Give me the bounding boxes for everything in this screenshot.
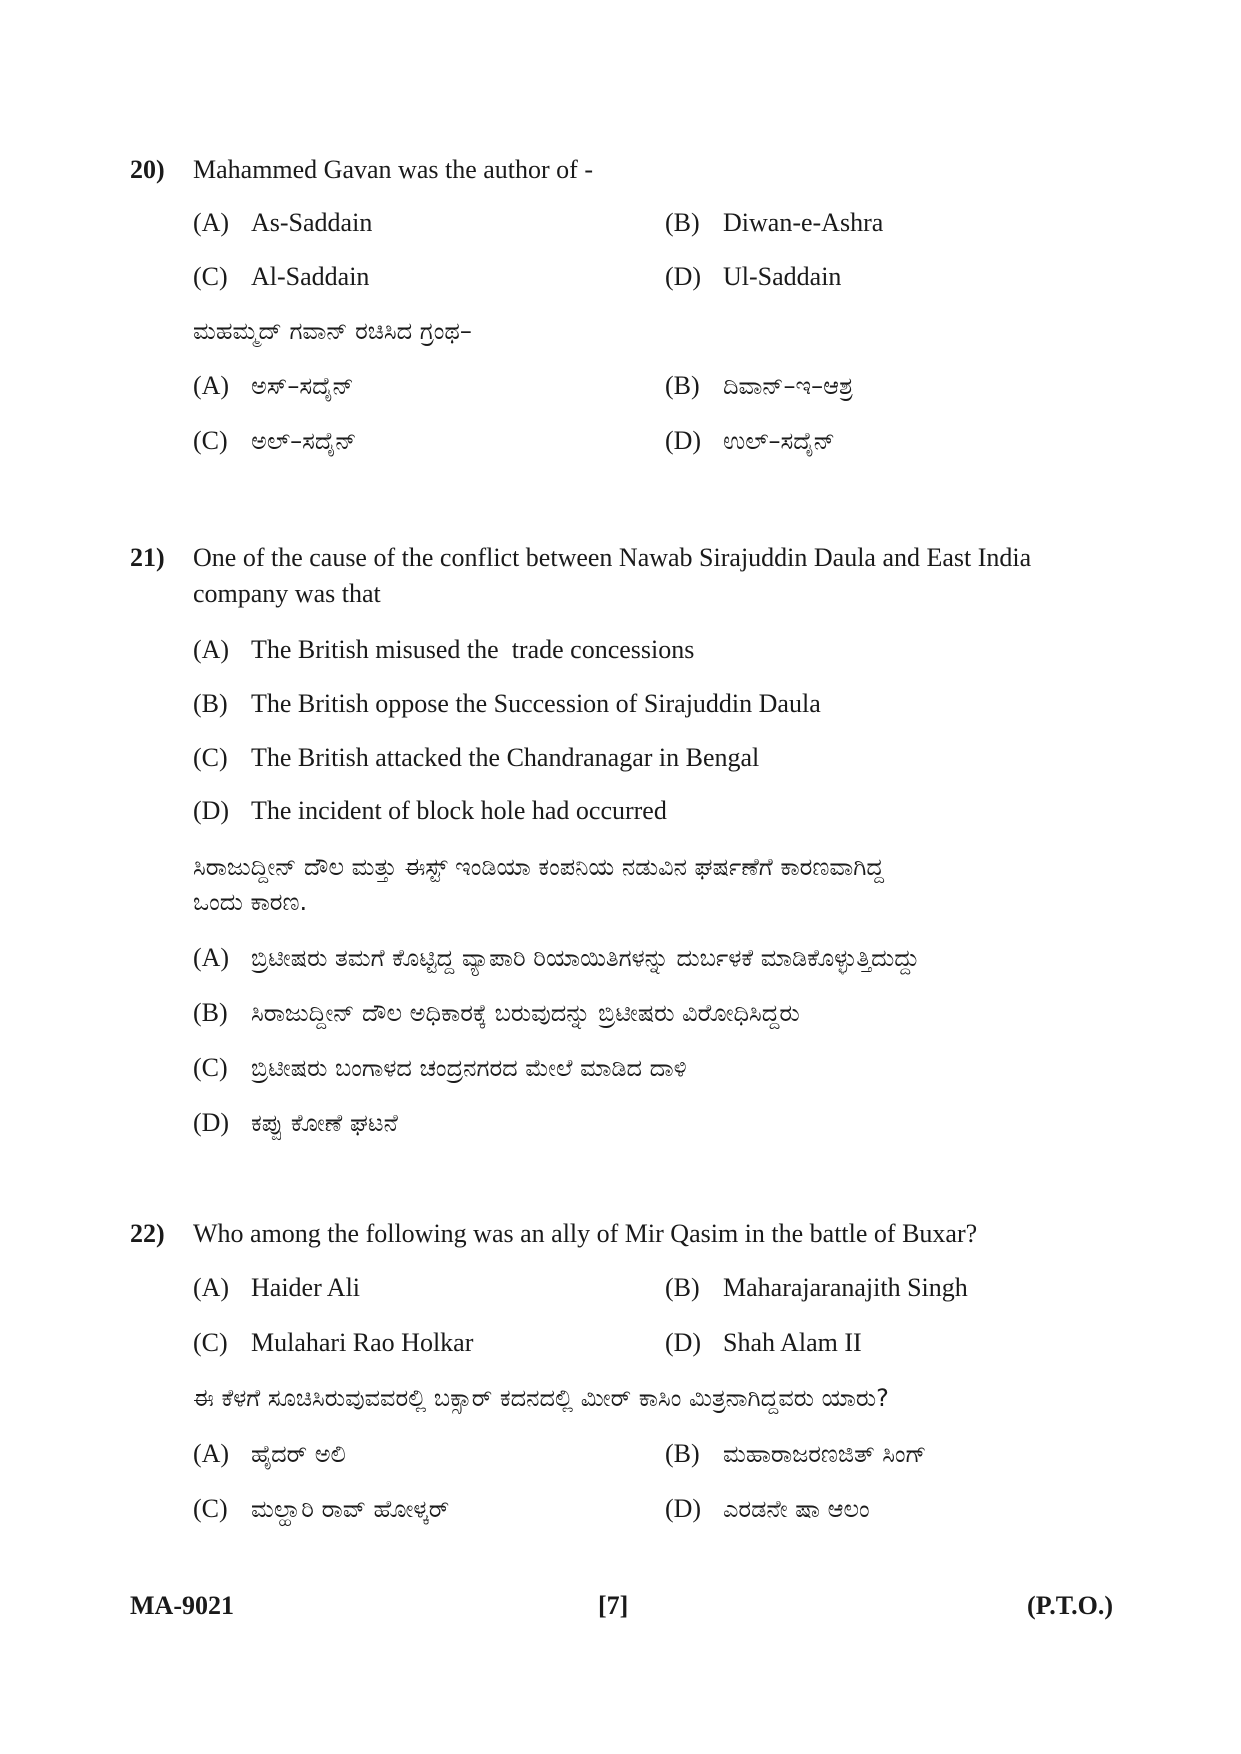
option-en xyxy=(193,632,694,668)
option-label: (A) xyxy=(193,635,230,664)
option-kn xyxy=(193,1436,346,1472)
question-text-en: company was that xyxy=(193,579,381,608)
option-text: The British attacked the Chandranagar in Bengal xyxy=(251,743,760,772)
option-text: Shah Alam II xyxy=(723,1328,862,1357)
option-kn xyxy=(665,1491,870,1527)
option-text: Mulahari Rao Holkar xyxy=(251,1328,474,1357)
option-en xyxy=(193,1270,360,1306)
pto-label: (P.T.O.) xyxy=(1027,1591,1113,1620)
page-number: [7] xyxy=(598,1591,629,1620)
question-number: 21) xyxy=(130,543,165,572)
question-text-kn: ಮಹಮ್ಮದ್ ಗವಾನ್ ರಚಿಸಿದ ಗ್ರಂಥ– xyxy=(193,317,472,345)
option-text: ಬ್ರಿಟೀಷರು ಬಂಗಾಳದ ಚಂದ್ರನಗರದ ಮೇಲೆ ಮಾಡಿದ ದಾಳಿ xyxy=(251,1054,687,1082)
option-kn xyxy=(193,995,800,1031)
option-label: (A) xyxy=(193,371,230,400)
option-label: (C) xyxy=(193,1328,228,1357)
option-label: (D) xyxy=(193,796,230,825)
option-label: (A) xyxy=(193,208,230,237)
option-en xyxy=(193,686,821,722)
option-label: (A) xyxy=(193,1439,230,1468)
option-label: (D) xyxy=(665,262,702,291)
option-text: ಮಲ್ಹಾರಿ ರಾವ್ ಹೋಳ್ಕರ್ xyxy=(251,1495,450,1523)
option-label: (A) xyxy=(193,1273,230,1302)
option-en xyxy=(193,205,372,241)
option-label: (D) xyxy=(665,1328,702,1357)
option-text: ಎರಡನೇ ಷಾ ಆಲಂ xyxy=(723,1495,870,1523)
option-text: ಅಸ್–ಸದೈನ್ xyxy=(251,372,354,400)
paper-code: MA-9021 xyxy=(130,1591,234,1620)
option-label: (A) xyxy=(193,943,230,972)
option-text: As-Saddain xyxy=(251,208,373,237)
option-en xyxy=(665,259,841,295)
option-text: ಬ್ರಿಟೀಷರು ತಮಗೆ ಕೊಟ್ಟಿದ್ದ ವ್ಯಾಪಾರಿ ರಿಯಾಯಿತಿಗಳನ್ನು ದುರ್ಬಳಕೆ ಮಾಡಿಕೊಳ್ಳುತ್ತಿದುದ್ದು xyxy=(251,944,920,972)
option-label: (B) xyxy=(193,689,228,718)
option-text: Diwan-e-Ashra xyxy=(723,208,884,237)
option-label: (B) xyxy=(665,371,700,400)
option-text: The British misused the trade concessions xyxy=(251,635,695,664)
question-text-en: One of the cause of the conflict between Nawab Sirajuddin Daula and East India xyxy=(193,543,1032,572)
option-text: ಕಪ್ಪು ಕೋಣೆ ಘಟನೆ xyxy=(251,1109,398,1137)
question-text-kn: ಒಂದು ಕಾರಣ. xyxy=(193,888,308,916)
option-text: ಮಹಾರಾಜರಣಜಿತ್ ಸಿಂಗ್ xyxy=(723,1440,927,1468)
question-number: 22) xyxy=(130,1219,165,1248)
option-text: The incident of block hole had occurred xyxy=(251,796,667,825)
option-label: (B) xyxy=(665,208,700,237)
option-kn xyxy=(665,1436,926,1472)
option-kn xyxy=(193,368,354,404)
option-text: ದಿವಾನ್–ಇ–ಆಶ್ರ xyxy=(723,372,854,400)
option-en xyxy=(665,1325,862,1361)
question-text-kn: ಸಿರಾಜುದ್ದೀನ್ ದೌಲ ಮತ್ತು ಈಸ್ಟ್ ಇಂಡಿಯಾ ಕಂಪನಿಯ ನಡುವಿನ ಘರ್ಷಣೆಗೆ ಕಾರಣವಾಗಿದ್ದ xyxy=(193,853,885,881)
option-text: The British oppose the Succession of Sirajuddin Daula xyxy=(251,689,821,718)
option-en xyxy=(193,259,369,295)
option-label: (D) xyxy=(665,1494,702,1523)
option-text: ಹೈದರ್ ಅಲಿ xyxy=(251,1440,346,1468)
option-en xyxy=(665,1270,968,1306)
option-label: (C) xyxy=(193,1494,228,1523)
option-text: Ul-Saddain xyxy=(723,262,842,291)
question-text-kn: ಈ ಕೆಳಗೆ ಸೂಚಿಸಿರುವುವವರಲ್ಲಿ ಬಕ್ಸಾರ್ ಕದನದಲ್ಲಿ ಮೀರ್ ಕಾಸಿಂ ಮಿತ್ರನಾಗಿದ್ದವರು ಯಾರು? xyxy=(193,1384,889,1412)
option-kn xyxy=(665,423,835,459)
option-en xyxy=(193,740,759,776)
option-kn xyxy=(193,940,920,976)
option-text: Al-Saddain xyxy=(251,262,370,291)
option-label: (B) xyxy=(193,998,228,1027)
question-text-en: Who among the following was an ally of Mir Qasim in the battle of Buxar? xyxy=(193,1219,978,1248)
option-kn xyxy=(193,1491,449,1527)
option-label: (C) xyxy=(193,743,228,772)
option-label: (B) xyxy=(665,1439,700,1468)
option-text: ಉಲ್–ಸದೈನ್ xyxy=(723,427,835,455)
option-text: ಸಿರಾಜುದ್ದೀನ್ ದೌಲ ಅಧಿಕಾರಕ್ಕೆ ಬರುವುದನ್ನು ಬ್ರಿಟೀಷರು ವಿರೋಧಿಸಿದ್ದರು xyxy=(251,999,800,1027)
option-label: (C) xyxy=(193,426,228,455)
question-text-en: Mahammed Gavan was the author of - xyxy=(193,155,593,184)
option-kn xyxy=(193,1050,687,1086)
option-en xyxy=(193,793,667,829)
option-kn xyxy=(193,1105,398,1141)
option-text: Haider Ali xyxy=(251,1273,361,1302)
option-label: (D) xyxy=(193,1108,230,1137)
option-label: (D) xyxy=(665,426,702,455)
option-text: Maharajaranajith Singh xyxy=(723,1273,968,1302)
option-kn xyxy=(193,423,357,459)
option-kn xyxy=(665,368,853,404)
option-label: (C) xyxy=(193,1053,228,1082)
option-label: (C) xyxy=(193,262,228,291)
option-en xyxy=(665,205,883,241)
option-label: (B) xyxy=(665,1273,700,1302)
option-text: ಅಲ್–ಸದೈನ್ xyxy=(251,427,357,455)
option-en xyxy=(193,1325,473,1361)
question-number: 20) xyxy=(130,155,165,184)
